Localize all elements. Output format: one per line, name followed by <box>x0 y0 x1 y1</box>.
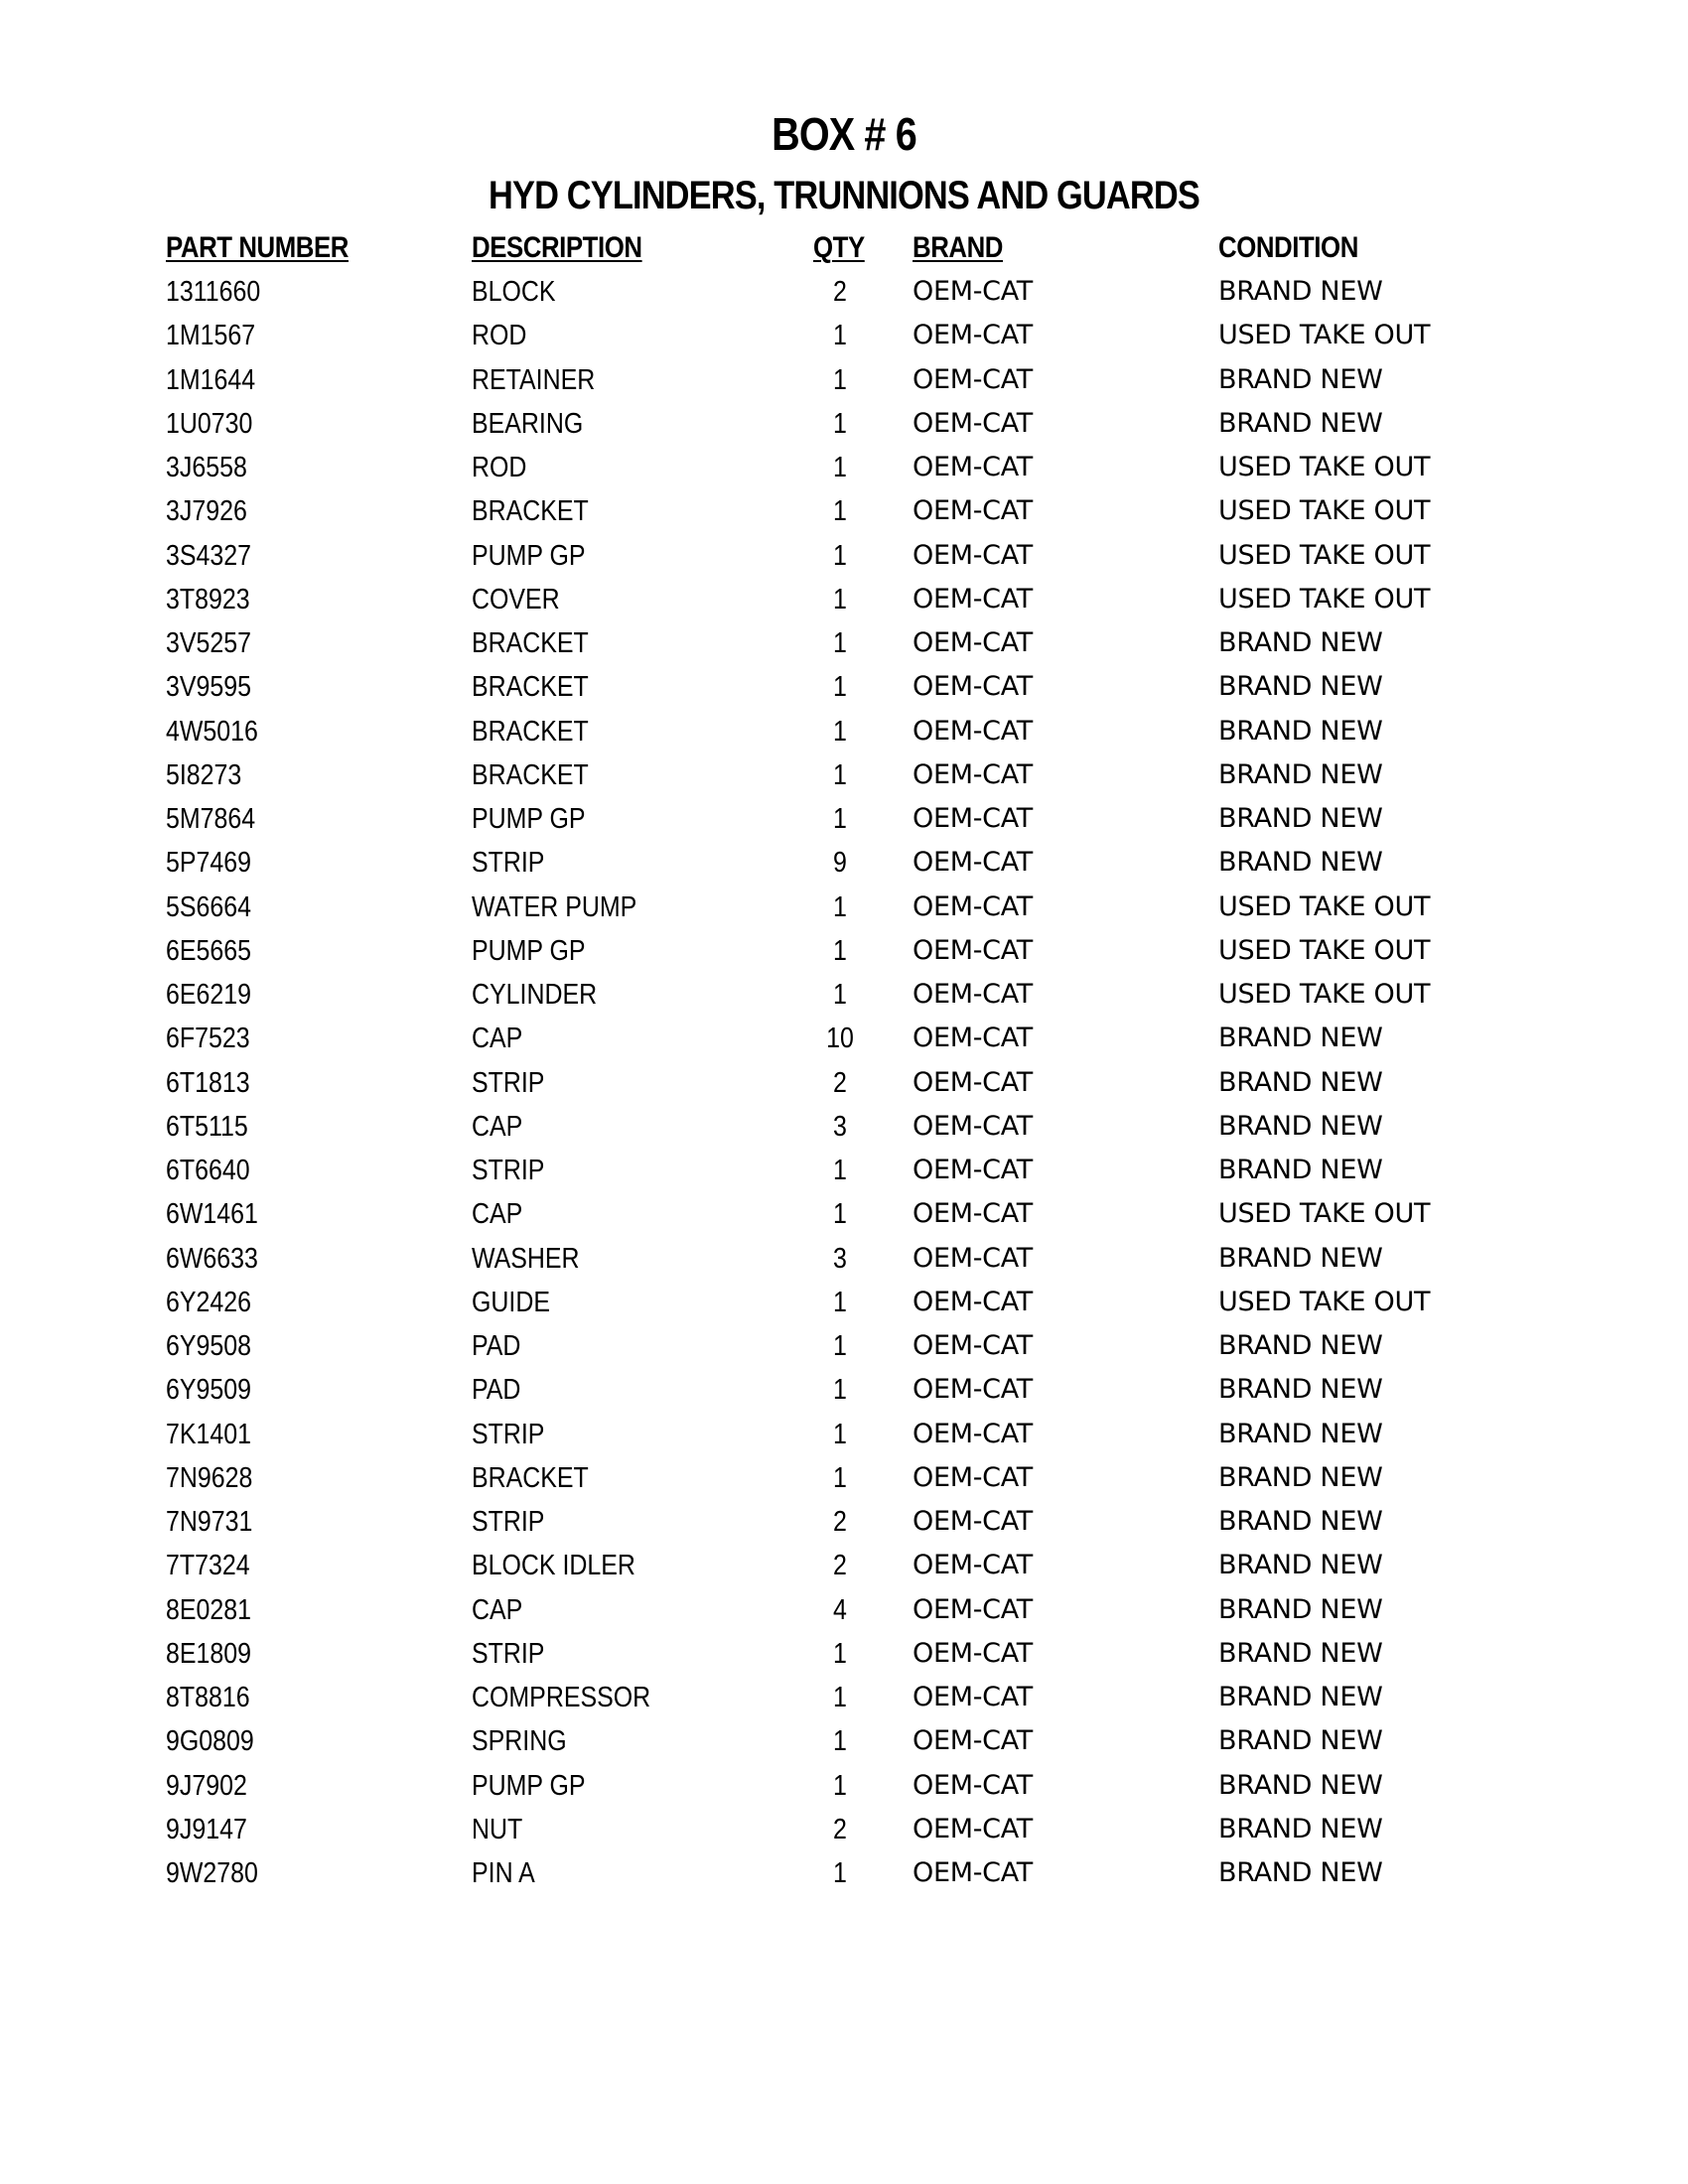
condition-cell: USED TAKE OUT <box>1218 452 1431 482</box>
description-cell: STRIP <box>472 1418 545 1450</box>
table-row <box>0 713 1688 756</box>
qty-cell: 1 <box>833 583 847 615</box>
brand-cell: OEM-CAT <box>913 363 1033 395</box>
description-cell: RETAINER <box>472 363 596 396</box>
qty-cell: 1 <box>833 1769 847 1802</box>
description-cell: BRACKET <box>472 758 589 791</box>
part-number-cell: 5M7864 <box>166 803 256 835</box>
part-number-cell: 7K1401 <box>166 1418 251 1450</box>
table-row <box>0 756 1688 800</box>
qty-cell: 3 <box>833 1110 847 1143</box>
condition-cell: BRAND NEW <box>1218 1593 1383 1625</box>
qty-cell: 1 <box>833 1637 847 1670</box>
brand-cell: OEM-CAT <box>913 1857 1033 1888</box>
condition-cell: USED TAKE OUT <box>1218 934 1431 966</box>
part-number-cell: 6Y2426 <box>166 1286 251 1318</box>
table-row <box>0 492 1688 536</box>
condition-cell: USED TAKE OUT <box>1218 979 1431 1010</box>
qty-cell: 1 <box>833 803 847 835</box>
qty-cell: 1 <box>833 671 847 704</box>
table-row <box>0 844 1688 887</box>
table-row <box>0 1591 1688 1635</box>
brand-cell: OEM-CAT <box>913 671 1033 703</box>
condition-cell: BRAND NEW <box>1218 1769 1383 1801</box>
condition-cell: BRAND NEW <box>1218 671 1383 703</box>
qty-cell: 1 <box>833 495 847 528</box>
condition-cell: BRAND NEW <box>1218 1374 1383 1406</box>
qty-cell: 1 <box>833 715 847 748</box>
qty-cell: 4 <box>833 1593 847 1626</box>
qty-cell: 1 <box>833 1155 847 1186</box>
condition-cell: USED TAKE OUT <box>1218 1198 1431 1230</box>
table-row <box>0 1108 1688 1152</box>
condition-cell: BRAND NEW <box>1218 363 1383 395</box>
table-row <box>0 1679 1688 1722</box>
brand-cell: OEM-CAT <box>913 1637 1033 1669</box>
condition-cell: BRAND NEW <box>1218 276 1383 307</box>
condition-cell: USED TAKE OUT <box>1218 320 1431 351</box>
table-row <box>0 405 1688 449</box>
qty-cell: 1 <box>833 1418 847 1450</box>
qty-cell: 1 <box>833 1461 847 1494</box>
qty-cell: 2 <box>833 1066 847 1099</box>
table-row <box>0 537 1688 581</box>
condition-cell: BRAND NEW <box>1218 1155 1383 1185</box>
brand-cell: OEM-CAT <box>913 934 1033 966</box>
condition-cell: USED TAKE OUT <box>1218 890 1431 922</box>
qty-cell: 2 <box>833 1813 847 1845</box>
description-cell: STRIP <box>472 1637 545 1670</box>
part-number-cell: 3V9595 <box>166 671 251 704</box>
part-number-cell: 6T6640 <box>166 1155 250 1186</box>
condition-cell: BRAND NEW <box>1218 1066 1383 1098</box>
condition-cell: BRAND NEW <box>1218 1110 1383 1142</box>
brand-cell: OEM-CAT <box>913 1769 1033 1801</box>
header-part-number: PART NUMBER <box>166 231 349 264</box>
description-cell: STRIP <box>472 847 545 880</box>
part-number-cell: 9J9147 <box>166 1813 247 1845</box>
description-cell: WATER PUMP <box>472 890 637 923</box>
brand-cell: OEM-CAT <box>913 715 1033 747</box>
brand-cell: OEM-CAT <box>913 1550 1033 1581</box>
table-row <box>0 581 1688 624</box>
table-row <box>0 361 1688 405</box>
qty-cell: 2 <box>833 276 847 308</box>
description-cell: CAP <box>472 1593 523 1626</box>
part-number-cell: 7T7324 <box>166 1550 250 1582</box>
condition-cell: BRAND NEW <box>1218 627 1383 658</box>
part-number-cell: 6E6219 <box>166 979 251 1011</box>
table-row <box>0 888 1688 932</box>
part-number-cell: 6W1461 <box>166 1198 258 1231</box>
table-row <box>0 1284 1688 1327</box>
table-row <box>0 932 1688 976</box>
qty-cell: 1 <box>833 1725 847 1758</box>
table-row <box>0 1635 1688 1679</box>
part-number-cell: 6Y9509 <box>166 1374 251 1407</box>
brand-cell: OEM-CAT <box>913 758 1033 790</box>
brand-cell: OEM-CAT <box>913 1110 1033 1142</box>
table-row <box>0 1371 1688 1415</box>
table-row <box>0 1722 1688 1766</box>
brand-cell: OEM-CAT <box>913 1242 1033 1274</box>
part-number-cell: 6F7523 <box>166 1023 250 1055</box>
description-cell: BEARING <box>472 407 584 440</box>
part-number-cell: 6T5115 <box>166 1110 248 1143</box>
brand-cell: OEM-CAT <box>913 890 1033 922</box>
brand-cell: OEM-CAT <box>913 495 1033 527</box>
condition-cell: BRAND NEW <box>1218 1813 1383 1844</box>
table-row <box>0 317 1688 360</box>
table-row <box>0 1503 1688 1547</box>
qty-cell: 1 <box>833 452 847 483</box>
brand-cell: OEM-CAT <box>913 583 1033 614</box>
description-cell: BRACKET <box>472 671 589 704</box>
description-cell: CAP <box>472 1110 523 1143</box>
parts-table-body <box>0 273 1688 1898</box>
description-cell: BRACKET <box>472 715 589 748</box>
description-cell: PAD <box>472 1330 521 1362</box>
qty-cell: 9 <box>833 847 847 880</box>
condition-cell: USED TAKE OUT <box>1218 583 1431 614</box>
brand-cell: OEM-CAT <box>913 627 1033 658</box>
table-row <box>0 1195 1688 1239</box>
description-cell: SPRING <box>472 1725 567 1758</box>
qty-cell: 1 <box>833 1682 847 1713</box>
table-row <box>0 449 1688 492</box>
brand-cell: OEM-CAT <box>913 979 1033 1010</box>
qty-cell: 1 <box>833 627 847 659</box>
condition-cell: BRAND NEW <box>1218 847 1383 879</box>
condition-cell: USED TAKE OUT <box>1218 1286 1431 1317</box>
part-number-cell: 9W2780 <box>166 1857 258 1889</box>
condition-cell: BRAND NEW <box>1218 1461 1383 1493</box>
part-number-cell: 1U0730 <box>166 407 253 440</box>
brand-cell: OEM-CAT <box>913 847 1033 879</box>
description-cell: ROD <box>472 452 527 483</box>
description-cell: STRIP <box>472 1066 545 1099</box>
header-brand: BRAND <box>913 231 1004 264</box>
brand-cell: OEM-CAT <box>913 1725 1033 1757</box>
table-row <box>0 1811 1688 1854</box>
description-cell: PUMP GP <box>472 539 586 572</box>
brand-cell: OEM-CAT <box>913 1374 1033 1406</box>
brand-cell: OEM-CAT <box>913 539 1033 571</box>
part-number-cell: 9J7902 <box>166 1769 247 1802</box>
table-row <box>0 1767 1688 1811</box>
table-row <box>0 624 1688 668</box>
qty-cell: 2 <box>833 1550 847 1582</box>
part-number-cell: 6W6633 <box>166 1242 258 1275</box>
qty-cell: 1 <box>833 1198 847 1231</box>
brand-cell: OEM-CAT <box>913 1330 1033 1361</box>
part-number-cell: 3S4327 <box>166 539 251 572</box>
document-title: BOX # 6 <box>772 108 916 160</box>
description-cell: PUMP GP <box>472 1769 586 1802</box>
part-number-cell: 6Y9508 <box>166 1330 251 1362</box>
brand-cell: OEM-CAT <box>913 1813 1033 1844</box>
part-number-cell: 8E0281 <box>166 1593 251 1626</box>
table-row <box>0 1416 1688 1459</box>
brand-cell: OEM-CAT <box>913 1155 1033 1185</box>
document-subtitle: HYD CYLINDERS, TRUNNIONS AND GUARDS <box>489 174 1199 217</box>
description-cell: COVER <box>472 583 560 615</box>
brand-cell: OEM-CAT <box>913 1066 1033 1098</box>
qty-cell: 1 <box>833 890 847 923</box>
part-number-cell: 5P7469 <box>166 847 251 880</box>
header-condition: CONDITION <box>1218 231 1358 264</box>
part-number-cell: 3T8923 <box>166 583 250 615</box>
description-cell: BRACKET <box>472 1461 589 1494</box>
description-cell: BRACKET <box>472 627 589 659</box>
header-qty: QTY <box>813 231 865 264</box>
part-number-cell: 1M1567 <box>166 320 256 352</box>
condition-cell: BRAND NEW <box>1218 1682 1383 1712</box>
part-number-cell: 4W5016 <box>166 715 258 748</box>
table-row <box>0 1020 1688 1063</box>
table-row <box>0 1240 1688 1284</box>
condition-cell: BRAND NEW <box>1218 1857 1383 1888</box>
part-number-cell: 8E1809 <box>166 1637 251 1670</box>
condition-cell: BRAND NEW <box>1218 1023 1383 1054</box>
part-number-cell: 7N9628 <box>166 1461 253 1494</box>
brand-cell: OEM-CAT <box>913 320 1033 351</box>
description-cell: CAP <box>472 1023 523 1055</box>
part-number-cell: 3J7926 <box>166 495 247 528</box>
condition-cell: BRAND NEW <box>1218 803 1383 834</box>
part-number-cell: 3V5257 <box>166 627 251 659</box>
brand-cell: OEM-CAT <box>913 1418 1033 1449</box>
qty-cell: 1 <box>833 979 847 1011</box>
description-cell: PUMP GP <box>472 934 586 967</box>
table-row <box>0 1064 1688 1108</box>
brand-cell: OEM-CAT <box>913 276 1033 307</box>
part-number-cell: 6E5665 <box>166 934 251 967</box>
condition-cell: BRAND NEW <box>1218 1242 1383 1274</box>
brand-cell: OEM-CAT <box>913 1461 1033 1493</box>
condition-cell: BRAND NEW <box>1218 407 1383 439</box>
condition-cell: BRAND NEW <box>1218 1418 1383 1449</box>
table-header <box>0 230 1688 266</box>
part-number-cell: 1M1644 <box>166 363 256 396</box>
condition-cell: BRAND NEW <box>1218 1637 1383 1669</box>
qty-cell: 1 <box>833 363 847 396</box>
table-row <box>0 273 1688 317</box>
part-number-cell: 7N9731 <box>166 1506 253 1538</box>
brand-cell: OEM-CAT <box>913 803 1033 834</box>
brand-cell: OEM-CAT <box>913 1023 1033 1054</box>
description-cell: BRACKET <box>472 495 589 528</box>
brand-cell: OEM-CAT <box>913 1198 1033 1230</box>
condition-cell: BRAND NEW <box>1218 1506 1383 1537</box>
description-cell: PAD <box>472 1374 521 1407</box>
description-cell: CAP <box>472 1198 523 1231</box>
description-cell: COMPRESSOR <box>472 1682 651 1713</box>
qty-cell: 1 <box>833 1330 847 1362</box>
brand-cell: OEM-CAT <box>913 1286 1033 1317</box>
qty-cell: 1 <box>833 934 847 967</box>
part-number-cell: 1311660 <box>166 276 261 308</box>
table-row <box>0 1152 1688 1195</box>
qty-cell: 1 <box>833 1286 847 1318</box>
description-cell: PIN A <box>472 1857 535 1889</box>
qty-cell: 1 <box>833 320 847 352</box>
part-number-cell: 3J6558 <box>166 452 247 483</box>
condition-cell: BRAND NEW <box>1218 758 1383 790</box>
description-cell: NUT <box>472 1813 523 1845</box>
qty-cell: 10 <box>826 1023 854 1055</box>
qty-cell: 3 <box>833 1242 847 1275</box>
condition-cell: USED TAKE OUT <box>1218 539 1431 571</box>
brand-cell: OEM-CAT <box>913 1682 1033 1712</box>
table-row <box>0 668 1688 712</box>
table-row <box>0 1327 1688 1371</box>
brand-cell: OEM-CAT <box>913 1593 1033 1625</box>
table-row <box>0 1854 1688 1898</box>
description-cell: STRIP <box>472 1506 545 1538</box>
description-cell: PUMP GP <box>472 803 586 835</box>
description-cell: BLOCK IDLER <box>472 1550 635 1582</box>
description-cell: CYLINDER <box>472 979 598 1011</box>
table-row <box>0 1459 1688 1503</box>
table-row <box>0 1547 1688 1590</box>
description-cell: WASHER <box>472 1242 580 1275</box>
part-number-cell: 5S6664 <box>166 890 251 923</box>
qty-cell: 2 <box>833 1506 847 1538</box>
description-cell: BLOCK <box>472 276 556 308</box>
header-description: DESCRIPTION <box>472 231 642 264</box>
part-number-cell: 6T1813 <box>166 1066 250 1099</box>
description-cell: GUIDE <box>472 1286 550 1318</box>
qty-cell: 1 <box>833 1374 847 1407</box>
qty-cell: 1 <box>833 407 847 440</box>
part-number-cell: 8T8816 <box>166 1682 250 1713</box>
condition-cell: BRAND NEW <box>1218 1330 1383 1361</box>
part-number-cell: 9G0809 <box>166 1725 254 1758</box>
table-row <box>0 976 1688 1020</box>
part-number-cell: 5I8273 <box>166 758 242 791</box>
brand-cell: OEM-CAT <box>913 407 1033 439</box>
condition-cell: BRAND NEW <box>1218 1725 1383 1757</box>
qty-cell: 1 <box>833 539 847 572</box>
qty-cell: 1 <box>833 1857 847 1889</box>
description-cell: ROD <box>472 320 527 352</box>
brand-cell: OEM-CAT <box>913 1506 1033 1537</box>
condition-cell: BRAND NEW <box>1218 1550 1383 1581</box>
condition-cell: USED TAKE OUT <box>1218 495 1431 527</box>
condition-cell: BRAND NEW <box>1218 715 1383 747</box>
qty-cell: 1 <box>833 758 847 791</box>
table-row <box>0 800 1688 844</box>
brand-cell: OEM-CAT <box>913 452 1033 482</box>
description-cell: STRIP <box>472 1155 545 1186</box>
